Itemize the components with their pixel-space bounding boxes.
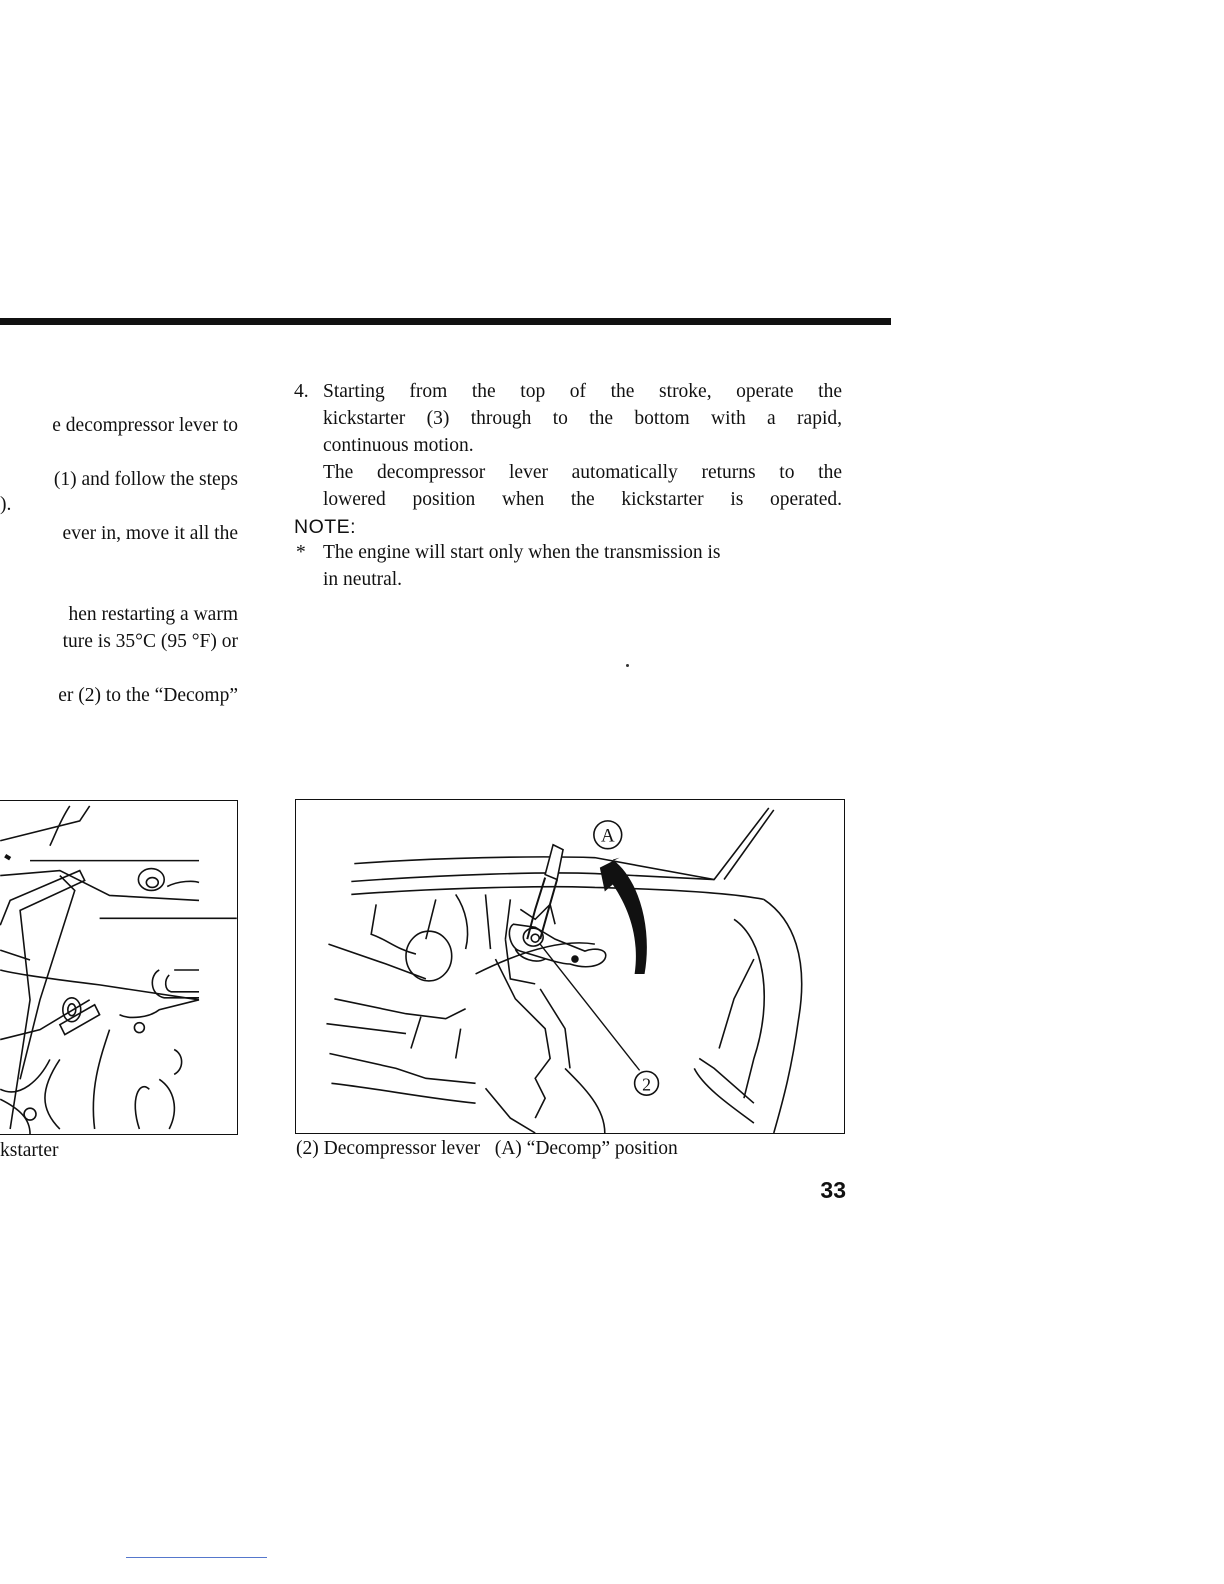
bottom-rule <box>126 1557 267 1558</box>
note-line: in neutral. <box>323 569 403 590</box>
step-line: continuous motion. <box>323 435 474 456</box>
header-rule <box>0 318 891 325</box>
stray-dot <box>626 664 629 667</box>
note-line: The engine will start only when the transmission is <box>323 542 721 563</box>
kickstarter-drawing <box>0 801 237 1134</box>
decompressor-drawing <box>296 800 844 1133</box>
right-figure-caption: (2) Decompressor lever (A) “Decomp” position <box>296 1138 678 1159</box>
label-a: A <box>600 825 615 847</box>
note-title: NOTE: <box>294 516 357 538</box>
left-figure-caption: kstarter <box>0 1140 59 1161</box>
step-4-body <box>323 378 842 513</box>
left-line-1: e decompressor lever to <box>52 415 238 436</box>
left-line-6: ture is 35°C (95 °F) or <box>62 631 238 652</box>
step-4 <box>294 378 842 513</box>
note-bullet-item <box>294 539 842 593</box>
step-number: 4. <box>294 381 309 402</box>
asterisk-icon: * <box>296 542 306 563</box>
left-line-3: ). <box>0 494 12 515</box>
step-line: The decompressor lever automatically returns to the <box>323 462 842 483</box>
note-body <box>323 539 721 593</box>
page-number: 33 <box>820 1177 846 1203</box>
decompressor-lever-illustration <box>295 799 845 1134</box>
kickstarter-illustration <box>0 800 238 1135</box>
step-line: kickstarter (3) through to the bottom with a rapid, <box>323 408 842 429</box>
left-line-7: er (2) to the “Decomp” <box>58 685 238 706</box>
left-line-5: hen restarting a warm <box>68 604 238 625</box>
right-text-column <box>294 378 842 593</box>
label-2: 2 <box>642 1074 652 1095</box>
step-line: Starting from the top of the stroke, operate the <box>323 381 842 402</box>
left-line-2: (1) and follow the steps <box>53 469 238 490</box>
step-line: lowered position when the kickstarter is operated. <box>323 489 842 510</box>
left-line-4: ever in, move it all the <box>62 523 238 544</box>
